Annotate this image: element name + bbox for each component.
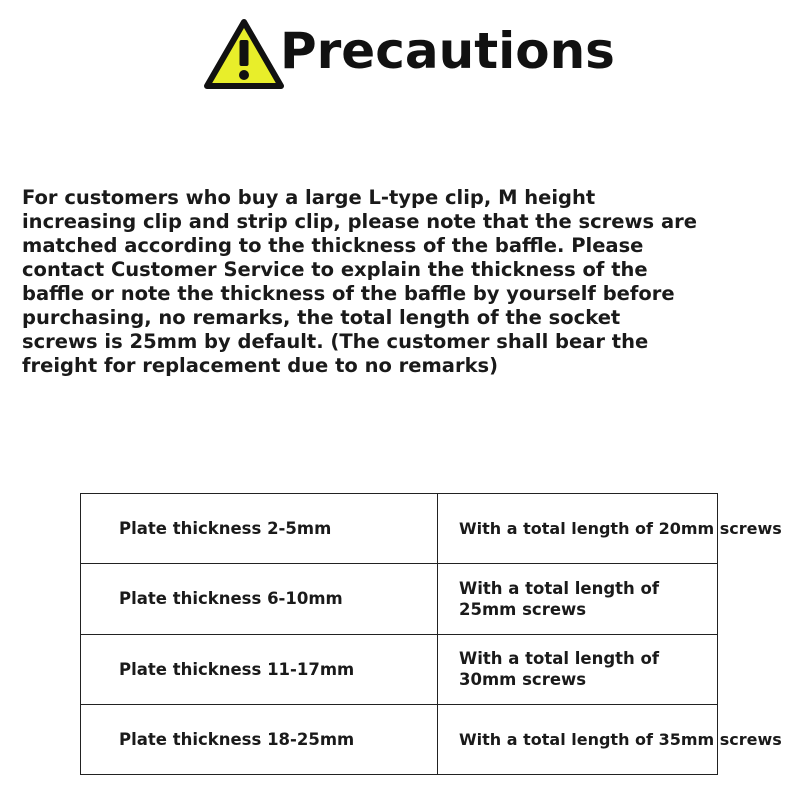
warning-icon [203, 18, 285, 90]
plate-thickness-cell: Plate thickness 11-17mm [81, 634, 438, 704]
plate-thickness-cell: Plate thickness 2-5mm [81, 494, 438, 564]
table-row [81, 634, 718, 704]
notice-paragraph: For customers who buy a large L-type clip, M height increasing clip and strip clip, please note that the screws are matched according to the thickness of the baffle. Please contact Customer Service to explain the thickness of the baffle or note the thickness of the baffle by yourself before purchasing, no remarks, the total length of the socket screws is 25mm by default. (The customer shall bear the freight for replacement due to no remarks) [22, 186, 697, 377]
plate-thickness-cell: Plate thickness 18-25mm [81, 704, 438, 774]
screw-spec-table [80, 493, 782, 775]
table-row [81, 704, 718, 774]
screw-length-cell: With a total length of 35mm screws [438, 704, 718, 774]
table-row [81, 564, 718, 634]
screw-length-cell: With a total length of 30mm screws [438, 634, 718, 704]
header [0, 14, 800, 94]
plate-thickness-cell: Plate thickness 6-10mm [81, 564, 438, 634]
screw-length-cell: With a total length of 20mm screws [438, 494, 718, 564]
screw-length-cell: With a total length of 25mm screws [438, 564, 718, 634]
page-title: Precautions [280, 22, 615, 80]
table-row [81, 494, 718, 564]
